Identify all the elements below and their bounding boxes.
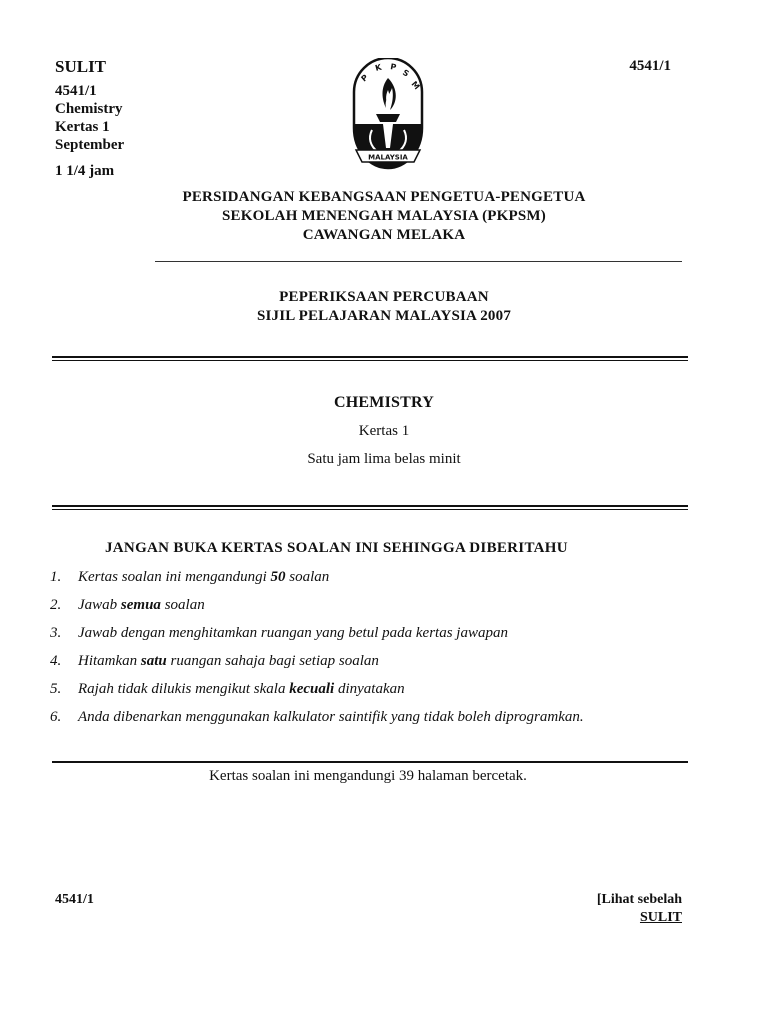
instruction-text-after: ruangan sahaja bagi setiap soalan: [166, 653, 379, 669]
page-count-note: Kertas soalan ini mengandungi 39 halaman bercetak.: [209, 768, 527, 784]
instruction-number: 4.: [50, 653, 62, 669]
instruction-number: 5.: [50, 681, 62, 697]
svg-text:M: M: [409, 79, 422, 92]
instruction-number: 3.: [50, 625, 62, 641]
subject-paper: Kertas 1: [358, 423, 410, 439]
svg-text:MALAYSIA: MALAYSIA: [368, 153, 408, 162]
instruction-number: 1.: [50, 569, 62, 585]
instruction-text: Kertas soalan ini mengandungi: [78, 569, 271, 585]
instruction-text-after: soalan: [285, 569, 330, 585]
paper-code-right: 4541/1: [629, 58, 671, 74]
classification-label: SULIT: [55, 57, 107, 76]
instruction-item-6: [50, 708, 584, 726]
instruction-number: 6.: [50, 709, 62, 725]
instruction-text: Jawab dengan menghitamkan ruangan yang betul pada kertas jawapan: [78, 625, 508, 641]
instruction-item-5: [50, 680, 405, 698]
exam-title-line-1: PEPERIKSAAN PERCUBAAN: [279, 289, 489, 305]
pkpsm-emblem-icon: [350, 58, 426, 170]
duration-label: 1 1/4 jam: [55, 163, 115, 179]
organisation-line-2: SEKOLAH MENENGAH MALAYSIA (PKPSM): [222, 208, 546, 224]
svg-text:K: K: [374, 62, 383, 73]
paper-label: Kertas 1: [55, 119, 110, 135]
paper-code: 4541/1: [55, 83, 97, 99]
footer-paper-code: 4541/1: [55, 892, 94, 907]
month-label: September: [55, 137, 125, 153]
instruction-text-after: soalan: [160, 597, 205, 613]
instruction-text: Jawab: [78, 597, 121, 613]
instruction-emphasis: semua: [120, 597, 161, 613]
subject-duration: Satu jam lima belas minit: [307, 451, 461, 467]
svg-text:P: P: [359, 72, 370, 84]
instruction-emphasis: satu: [140, 653, 167, 669]
footer-turn-over: [Lihat sebelah: [596, 892, 682, 907]
footer-classification: SULIT: [639, 910, 682, 925]
instruction-item-1: [50, 568, 329, 586]
instructions-heading: JANGAN BUKA KERTAS SOALAN INI SEHINGGA DIBERITAHU: [105, 540, 568, 556]
exam-title-line-2: SIJIL PELAJARAN MALAYSIA 2007: [256, 308, 512, 324]
header-divider: [155, 261, 682, 262]
section-divider-middle: [52, 505, 688, 510]
instruction-text: Rajah tidak dilukis mengikut skala: [78, 681, 290, 697]
subject-title: CHEMISTRY: [334, 394, 434, 411]
instruction-text: Anda dibenarkan menggunakan kalkulator saintifik yang tidak boleh diprogramkan.: [78, 709, 584, 725]
instruction-text: Hitamkan: [78, 653, 141, 669]
pkpsm-logo: [350, 58, 426, 170]
svg-text:P: P: [389, 62, 398, 72]
section-divider-top: [52, 356, 688, 361]
organisation-line-3: CAWANGAN MELAKA: [302, 227, 466, 243]
instruction-emphasis: 50: [270, 569, 286, 585]
instruction-item-2: [50, 596, 205, 614]
organisation-line-1: PERSIDANGAN KEBANGSAAN PENGETUA-PENGETUA: [182, 189, 586, 205]
instruction-item-3: [50, 624, 508, 642]
subject-label: Chemistry: [55, 101, 123, 117]
instruction-item-4: [50, 652, 379, 670]
instruction-number: 2.: [50, 597, 62, 613]
instruction-emphasis: kecuali: [289, 681, 335, 697]
svg-text:S: S: [401, 67, 411, 79]
instruction-text-after: dinyatakan: [334, 681, 405, 697]
section-divider-bottom: [52, 761, 688, 763]
